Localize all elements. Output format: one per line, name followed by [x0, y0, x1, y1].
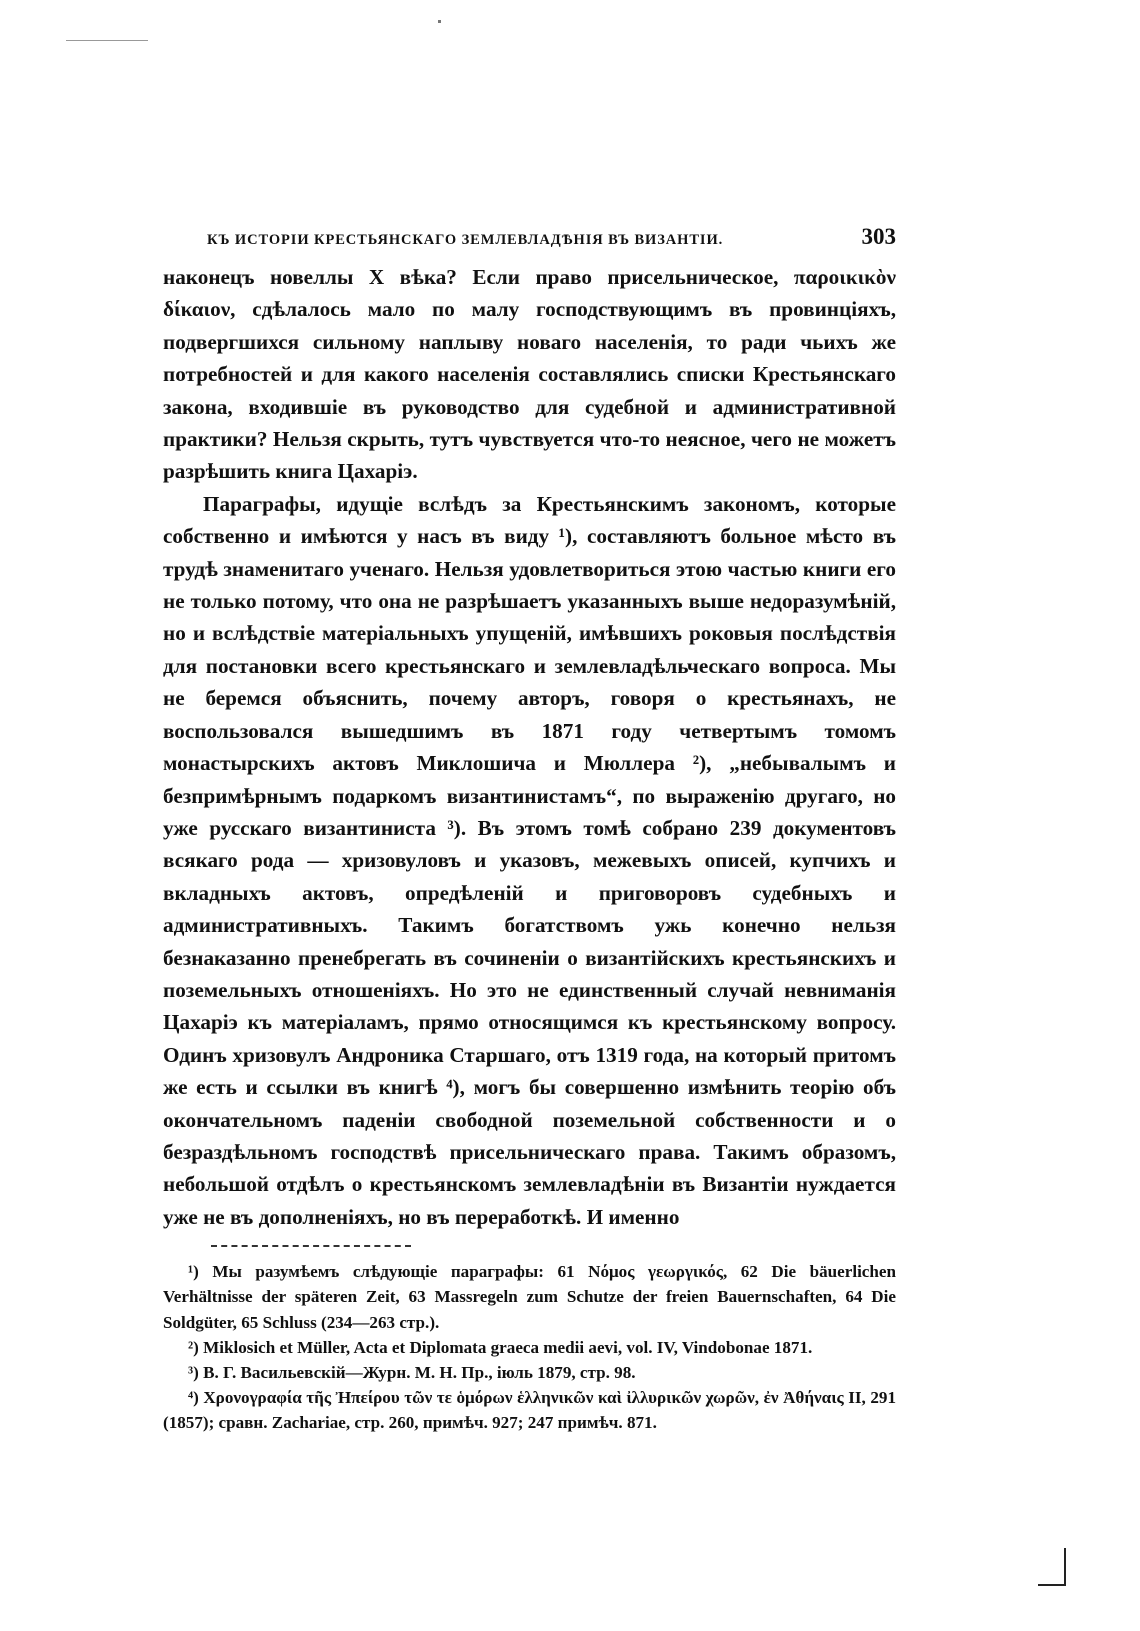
running-title: КЪ ИСТОРІИ КРЕСТЬЯНСКАГО ЗЕМЛЕВЛАДѢНІЯ ВЪ ВИЗАНТІИ. [207, 232, 724, 248]
scan-corner-mark [1038, 1548, 1066, 1586]
footnote-2: ²) Miklosich et Müller, Acta et Diplomata graeca medii aevi, vol. IV, Vindobonae 1871. [188, 1337, 813, 1357]
book-page [163, 224, 896, 1436]
paragraph-main: Параграфы, идущіе вслѣдъ за Крестьянскимъ закономъ, которые собственно и имѣются у насъ въ виду ¹), составляютъ больное мѣсто въ трудѣ знаменитаго ученаго. Нельзя удовлетвориться этою частью книги его не только потому, что она не разрѣшаетъ указанныхъ выше недоразумѣній, но и вслѣдствіе матеріальныхъ упущеній, имѣвшихъ роковыя послѣдствія для постановки всего крестьянскаго и землевладѣльческаго вопроса. Мы не беремся объяснить, почему авторъ, говоря о крестьянахъ, не воспользовался вышедшимъ въ 1871 году четвертымъ томомъ монастырскихъ актовъ Миклошича и Мюллера ²), „небывалымъ и безпримѣрнымъ подаркомъ византинистамъ“, по выраженію другаго, но уже русскаго византиниста ³). Въ этомъ томѣ собрано 239 документовъ всякаго рода — хризовуловъ и указовъ, межевыхъ описей, купчихъ и вкладныхъ актовъ, опредѣленій и приговоровъ судебныхъ и административныхъ. Такимъ богатствомъ ужь конечно нельзя безнаказанно пренебрегать въ сочиненіи о византійскихъ крестьянскихъ и поземельныхъ отношеніяхъ. Но это не единственный случай невниманія Цахаріэ къ матеріаламъ, прямо относящимся къ крестьянскому вопросу. Одинъ хризовулъ Андроника Старшаго, отъ 1319 года, на который притомъ же есть и ссылки въ книгѣ ⁴), могъ бы совершенно измѣнить теорію объ окончательномъ паденіи свободной поземельной собственности и о безраздѣльномъ господствѣ присельническаго права. Такимъ образомъ, небольшой отдѣлъ о крестьянскомъ землевладѣніи въ Византіи нуждается уже не въ дополненіяхъ, но въ переработкѣ. И именно [163, 491, 896, 1229]
footnote-3: ³) В. Г. Васильевскій—Журн. М. Н. Пр., іюль 1879, стр. 98. [188, 1363, 636, 1382]
footnote-1: ¹) Мы разумѣемъ слѣдующіе параграфы: 61 Νόμος γεωργικός, 62 Die bäuerlichen Verhältnisse der späteren Zeit, 63 Massregeln zum Schutze der freien Bauernschaften, 64 Die Soldgüter, 65 Schluss (234—263 стр.). [163, 1262, 896, 1332]
scan-margin-line [66, 40, 148, 41]
body-text [163, 261, 896, 1233]
footnotes [163, 1259, 896, 1435]
footnote-4: ⁴) Χρονογραφία τῆς Ἠπείρου τῶν τε ὁμόρων ἑλληνικῶν καὶ ἰλλυρικῶν χωρῶν, ἐν Ἀθήναις II, 291 (1857); сравн. Zachariae, стр. 260, примѣч. 927; 247 примѣч. 871. [163, 1388, 896, 1433]
page-number: 303 [861, 224, 896, 249]
scan-speck [438, 20, 441, 23]
running-head [207, 224, 896, 260]
footnote-separator [211, 1245, 411, 1259]
paragraph-continued: наконецъ новеллы X вѣка? Если право присельническое, παροικικὸν δίκαιον, сдѣлалось мало по малу господствующимъ въ провинціяхъ, подвергшихся сильному наплыву новаго населенія, то ради чьихъ же потребностей и для какого населенія составлялись списки Крестьянскаго закона, входившіе въ руководство для судебной и административной практики? Нельзя скрыть, тутъ чувствуется что-то неясное, чего не можетъ разрѣшить книга Цахаріэ. [163, 265, 896, 484]
